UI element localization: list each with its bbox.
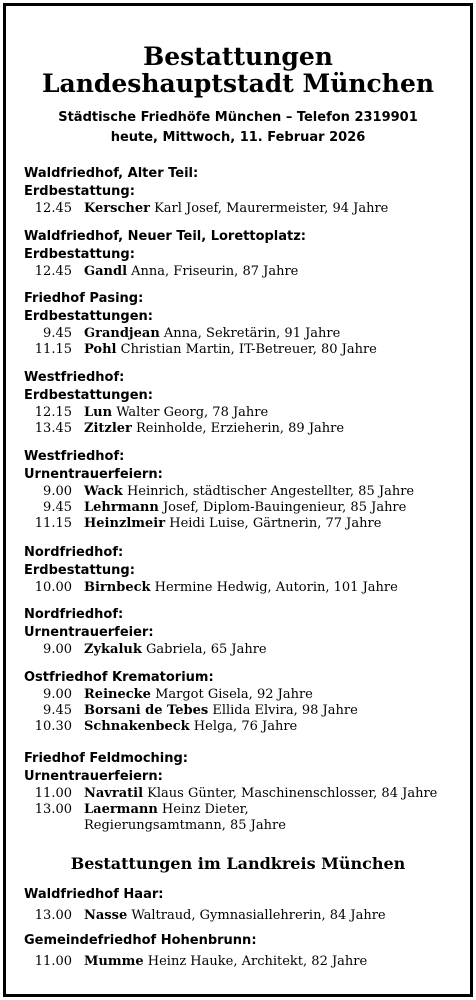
entry-time: 11.00 bbox=[34, 786, 72, 801]
list-item bbox=[24, 703, 460, 719]
entry-time: 12.15 bbox=[34, 405, 72, 420]
list-item bbox=[24, 500, 460, 516]
entry-details: Helga, 76 Jahre bbox=[193, 719, 298, 734]
cemetery-section bbox=[24, 369, 460, 437]
cemetery-name: Nordfriedhof: bbox=[24, 545, 124, 560]
list-item bbox=[24, 719, 460, 735]
list-item bbox=[24, 342, 460, 358]
cemetery-section bbox=[24, 165, 460, 217]
entry-time: 13.00 bbox=[34, 908, 72, 923]
entry-time: 9.45 bbox=[43, 703, 72, 718]
entry-time: 13.00 bbox=[34, 802, 72, 817]
cemetery-section bbox=[24, 886, 460, 924]
entry-details: Anna, Sekretärin, 91 Jahre bbox=[163, 326, 341, 341]
entry-details: Margot Gisela, 92 Jahre bbox=[155, 687, 313, 702]
cemetery-section bbox=[24, 228, 460, 280]
entry-time: 11.00 bbox=[34, 954, 72, 969]
ceremony-type: Erdbestattung: bbox=[24, 184, 135, 199]
list-item bbox=[24, 954, 460, 970]
entry-name: Wack bbox=[84, 484, 123, 499]
entry-time: 12.45 bbox=[34, 264, 72, 279]
entry-name: Pohl bbox=[84, 342, 117, 357]
entry-details: Josef, Diplom-Bauingenieur, 85 Jahre bbox=[162, 500, 407, 515]
entry-name: Borsani de Tebes bbox=[84, 703, 209, 718]
cemetery-name: Friedhof Feldmoching: bbox=[24, 751, 188, 766]
list-item bbox=[24, 264, 460, 280]
cemetery-name: Waldfriedhof, Alter Teil: bbox=[24, 166, 199, 181]
ceremony-type: Urnentrauerfeiern: bbox=[24, 467, 163, 482]
entry-details: Ellida Elvira, 98 Jahre bbox=[212, 703, 358, 718]
list-item bbox=[24, 516, 460, 532]
entry-time: 10.30 bbox=[34, 719, 72, 734]
entry-name: Nasse bbox=[84, 908, 128, 923]
entry-name: Grandjean bbox=[84, 326, 160, 341]
landkreis-title: Bestattungen im Landkreis München bbox=[70, 854, 406, 873]
entry-time: 10.00 bbox=[34, 580, 72, 595]
list-item bbox=[24, 802, 460, 834]
entry-name: Lun bbox=[84, 405, 113, 420]
ceremony-type: Urnentrauerfeiern: bbox=[24, 769, 163, 784]
entry-time: 9.45 bbox=[43, 500, 72, 515]
cemetery-name: Nordfriedhof: bbox=[24, 607, 124, 622]
list-item bbox=[24, 421, 460, 437]
ceremony-type: Erdbestattung: bbox=[24, 247, 135, 262]
cemetery-name: Westfriedhof: bbox=[24, 370, 125, 385]
list-item bbox=[24, 580, 460, 596]
date-line: heute, Mittwoch, 11. Februar 2026 bbox=[110, 130, 366, 145]
entry-name: Navratil bbox=[84, 786, 144, 801]
entry-name: Birnbeck bbox=[84, 580, 151, 595]
entry-name: Reinecke bbox=[84, 687, 151, 702]
cemetery-section bbox=[24, 448, 460, 532]
list-item bbox=[24, 405, 460, 421]
ceremony-type: Erdbestattungen: bbox=[24, 388, 153, 403]
entry-details: Gabriela, 65 Jahre bbox=[146, 642, 267, 657]
cemetery-section bbox=[24, 932, 460, 970]
cemetery-name: Gemeindefriedhof Hohenbrunn: bbox=[24, 933, 257, 948]
entry-name: Zitzler bbox=[84, 421, 132, 436]
cemetery-section bbox=[24, 290, 460, 358]
entry-name: Zykaluk bbox=[84, 642, 142, 657]
cemetery-name: Friedhof Pasing: bbox=[24, 291, 144, 306]
entry-time: 12.45 bbox=[34, 201, 72, 216]
entry-details: Heinz Hauke, Architekt, 82 Jahre bbox=[147, 954, 368, 969]
entry-time: 11.15 bbox=[34, 342, 72, 357]
entry-details: Walter Georg, 78 Jahre bbox=[116, 405, 269, 420]
subtitle-contact: Städtische Friedhöfe München – Telefon 2319901 bbox=[58, 110, 418, 125]
page-title-city: Landeshauptstadt München bbox=[41, 69, 435, 98]
cemetery-section bbox=[24, 750, 460, 834]
ceremony-type: Erdbestattungen: bbox=[24, 309, 153, 324]
entry-time: 11.15 bbox=[34, 516, 72, 531]
ceremony-type: Erdbestattung: bbox=[24, 563, 135, 578]
list-item bbox=[24, 484, 460, 500]
entry-time: 9.00 bbox=[43, 687, 72, 702]
entry-details: Heinz Dieter, bbox=[161, 802, 249, 817]
entry-details: Karl Josef, Maurermeister, 94 Jahre bbox=[154, 201, 389, 216]
entry-details: Anna, Friseurin, 87 Jahre bbox=[131, 264, 299, 279]
entry-name: Mumme bbox=[84, 954, 144, 969]
list-item bbox=[24, 642, 460, 658]
entry-time: 13.45 bbox=[34, 421, 72, 436]
entry-details: Heinrich, städtischer Angestellter, 85 Jahre bbox=[126, 484, 415, 499]
cemetery-section bbox=[24, 606, 460, 658]
entry-details: Hermine Hedwig, Autorin, 101 Jahre bbox=[154, 580, 398, 595]
entry-name: Gandl bbox=[84, 264, 128, 279]
entry-name: Lehrmann bbox=[84, 500, 159, 515]
ceremony-type: Urnentrauerfeier: bbox=[24, 625, 154, 640]
entry-details: Reinholde, Erzieherin, 89 Jahre bbox=[136, 421, 345, 436]
page-title: Bestattungen bbox=[143, 42, 333, 71]
entry-time: 9.00 bbox=[43, 484, 72, 499]
entry-name: Schnakenbeck bbox=[84, 719, 190, 734]
entry-details: Waltraud, Gymnasiallehrerin, 84 Jahre bbox=[131, 908, 386, 923]
entry-details-continued: Regierungsamtmann, 85 Jahre bbox=[84, 818, 286, 833]
entry-name: Heinzlmeir bbox=[84, 516, 166, 531]
entry-details: Heidi Luise, Gärtnerin, 77 Jahre bbox=[169, 516, 382, 531]
list-item bbox=[24, 786, 460, 802]
cemetery-section bbox=[24, 544, 460, 596]
notice-frame bbox=[3, 3, 473, 997]
cemetery-section bbox=[24, 669, 460, 735]
entry-details: Christian Martin, IT-Betreuer, 80 Jahre bbox=[120, 342, 377, 357]
entry-details: Klaus Günter, Maschinenschlosser, 84 Jahre bbox=[147, 786, 438, 801]
entry-time: 9.00 bbox=[43, 642, 72, 657]
entry-name: Kerscher bbox=[84, 201, 150, 216]
cemetery-name: Waldfriedhof Haar: bbox=[24, 887, 164, 902]
entry-time: 9.45 bbox=[43, 326, 72, 341]
entry-name: Laermann bbox=[84, 802, 158, 817]
cemetery-name: Westfriedhof: bbox=[24, 449, 125, 464]
list-item bbox=[24, 687, 460, 703]
list-item bbox=[24, 201, 460, 217]
list-item bbox=[24, 326, 460, 342]
cemetery-name: Ostfriedhof Krematorium: bbox=[24, 670, 214, 685]
list-item bbox=[24, 908, 460, 924]
cemetery-name: Waldfriedhof, Neuer Teil, Lorettoplatz: bbox=[24, 229, 307, 244]
